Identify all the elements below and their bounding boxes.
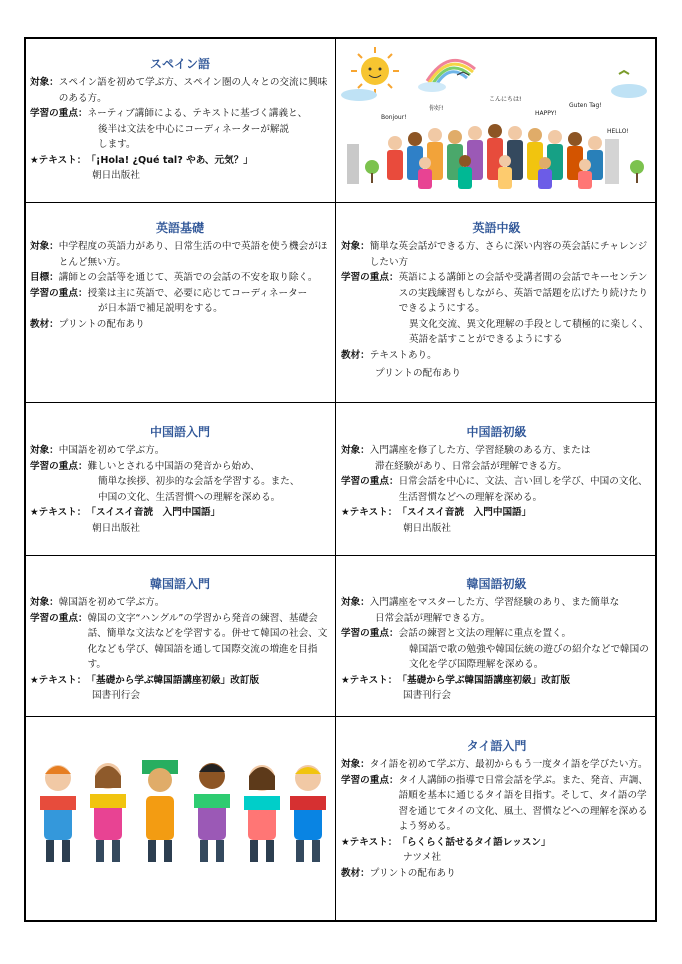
course-title: スペイン語: [149, 57, 210, 71]
publisher: 朝日出版社: [92, 522, 140, 534]
focus-text: タイ人講師の指導で日常会話を学ぶ。また、発音、声調、語順を基本に通じるタイ語を目指す。そして、タイ語の学習を通じてタイの文化、風土、習慣などへの理解を深めるよう努める。: [398, 774, 648, 832]
label-focus: 学習の重点：: [341, 476, 399, 487]
label-textbook: ★テキスト：: [30, 674, 87, 686]
course-korean-intro: [30, 576, 330, 704]
focus-text: 英語による講師との会話や受講者間の会話でキーセンテンスの実践練習もしながら、英語で話題を広げたり続けたりできるようにする。: [398, 272, 648, 314]
children-reading-icon: [30, 740, 330, 870]
greeting-bubble: Guten Tag!: [569, 102, 602, 109]
focus-text: ネーティブ講師による、テキストに基づく講義と、: [87, 108, 308, 119]
course-title: 韓国語初級: [466, 577, 527, 591]
label-material: 教材：: [30, 318, 59, 330]
textbook-title: 「スイスイ音読 入門中国語」: [86, 507, 221, 518]
label-target: 対象：: [30, 597, 59, 608]
material-text: プリントの配布あり: [58, 318, 145, 330]
focus-text: 難しいとされる中国語の発音から始め、: [87, 460, 260, 472]
focus-text: 韓国語で歌の勉強や韓国伝統の遊びの紹介などで韓国の文化を学び国際理解を深める。: [409, 643, 649, 670]
label-focus: 学習の重点：: [341, 628, 399, 639]
label-goal: 目標：: [30, 272, 59, 283]
textbook-title: 「スイスイ音読 入門中国語」: [397, 507, 532, 518]
publisher: 国書刊行会: [92, 690, 140, 701]
course-english-mid: [341, 220, 652, 382]
target-text: 韓国語を初めて学ぶ方。: [58, 597, 165, 608]
course-chinese-intro: [30, 424, 330, 536]
greeting-bubble: Bonjour!: [381, 114, 407, 121]
children-reading-illustration: [30, 740, 330, 870]
course-chinese-elem: [341, 424, 652, 536]
label-textbook: ★テキスト：: [341, 836, 398, 848]
target-text: 入門講座をマスターした方、学習経験のあり、また簡単な: [369, 597, 620, 608]
label-textbook: ★テキスト：: [341, 507, 398, 518]
publisher: ナツメ社: [403, 852, 442, 863]
greeting-bubble: HAPPY!: [535, 110, 557, 117]
greeting-bubble: こんにちは!: [489, 96, 522, 103]
target-text: 日常会話が理解できる方。: [375, 612, 491, 624]
label-focus: 学習の重点：: [341, 774, 399, 786]
textbook-title: 「基礎から学ぶ韓国語講座初級」改訂版: [86, 674, 260, 686]
focus-text: します。: [98, 139, 136, 150]
course-english-basic: [30, 220, 330, 332]
material-text: プリントの配布あり: [375, 368, 461, 379]
focus-text: 後半は文法を中心にコーディネーターが解説: [98, 123, 290, 135]
textbook-title: 「基礎から学ぶ韓国語講座初級」改訂版: [397, 674, 571, 686]
target-text: タイ語を初めて学ぶ方、最初からもう一度タイ語を学びたい方。: [369, 759, 648, 770]
publisher: 朝日出版社: [92, 170, 140, 181]
focus-text: 簡単な挨拶、初歩的な会話を学習する。また、: [98, 476, 300, 487]
course-title: タイ語入門: [466, 739, 527, 753]
target-text: 中国語を初めて学ぶ方。: [58, 445, 165, 456]
course-title: 韓国語入門: [149, 577, 210, 591]
label-focus: 学習の重点：: [341, 272, 399, 283]
publisher: 朝日出版社: [403, 522, 451, 534]
row-divider: [24, 716, 657, 717]
label-target: 対象：: [30, 77, 59, 88]
label-material: 教材：: [341, 867, 370, 879]
row-divider: [24, 402, 657, 403]
label-target: 対象：: [341, 597, 370, 608]
label-target: 対象：: [30, 445, 59, 456]
target-text: 入門講座を修了した方、学習経験のある方、または: [369, 445, 591, 456]
target-text: 中学程度の英語力があり、日常生活の中で英語を使う機会がほとんど無い方。: [58, 241, 328, 268]
row-divider: [24, 202, 657, 203]
column-divider: [335, 37, 336, 922]
publisher: 国書刊行会: [403, 690, 451, 701]
label-focus: 学習の重点：: [30, 612, 88, 624]
course-title: 英語基礎: [155, 221, 204, 235]
label-textbook: ★テキスト：: [30, 154, 87, 166]
label-focus: 学習の重点：: [30, 460, 88, 472]
textbook-title: 「¡Hola! ¿Qué tal? やあ、元気？」: [86, 154, 253, 166]
row-divider: [24, 555, 657, 556]
label-focus: 学習の重点：: [30, 287, 88, 299]
goal-text: 講師との会話等を通じて、英語での会話の不安を取り除く。: [58, 272, 318, 283]
course-korean-elem: [341, 576, 652, 704]
label-textbook: ★テキスト：: [30, 507, 87, 518]
focus-text: 韓国の文字“ハングル”の学習から発音の練習、基礎会話、簡単な文法などを学習する。併せて韓国の社会、文化なども学び、韓国語を通して国際交流の増進を目指す。: [87, 612, 328, 670]
course-title: 中国語入門: [149, 425, 210, 439]
target-text: スペイン語を初めて学ぶ方、スペイン圏の人々との交流に興味のある方。: [58, 77, 328, 104]
focus-text: 会話の練習と文法の理解に重点を置く。: [398, 628, 572, 639]
target-text: 簡単な英会話ができる方、さらに深い内容の英会話にチャレンジしたい方: [369, 241, 648, 268]
focus-text: 日常会話を中心に、文法、言い回しを学び、中国の文化、生活習慣などへの理解を深める。: [398, 476, 648, 503]
material-text: プリントの配布あり: [369, 867, 456, 879]
course-thai-intro: [341, 738, 652, 881]
course-spanish: [30, 56, 330, 184]
label-target: 対象：: [341, 241, 370, 252]
target-text: 滞在経験があり、日常会話が理解できる方。: [375, 460, 567, 472]
focus-text: が日本語で補足説明をする。: [98, 303, 223, 314]
label-textbook: ★テキスト：: [341, 674, 398, 686]
textbook-title: 「らくらく話せるタイ語レッスン」: [397, 836, 551, 848]
label-target: 対象：: [341, 759, 370, 770]
focus-text: 中国の文化、生活習慣への理解を深める。: [98, 491, 281, 503]
material-text: テキストあり。: [369, 349, 437, 361]
focus-text: 異文化交流、異文化理解の手段として積極的に楽しく、英語を話すことができるようにする: [409, 318, 649, 345]
label-target: 対象：: [341, 445, 370, 456]
greeting-bubble: 你好!: [429, 105, 444, 112]
greeting-bubble: HELLO!: [607, 128, 629, 135]
greeting-people-illustration: [337, 39, 655, 201]
label-target: 対象：: [30, 241, 59, 252]
course-title: 中国語初級: [466, 425, 527, 439]
label-focus: 学習の重点：: [30, 108, 88, 119]
course-title: 英語中級: [472, 221, 521, 235]
label-material: 教材：: [341, 349, 370, 361]
focus-text: 授業は主に英語で、必要に応じてコーディネーター: [87, 287, 308, 299]
people-illustration-icon: [337, 39, 655, 201]
